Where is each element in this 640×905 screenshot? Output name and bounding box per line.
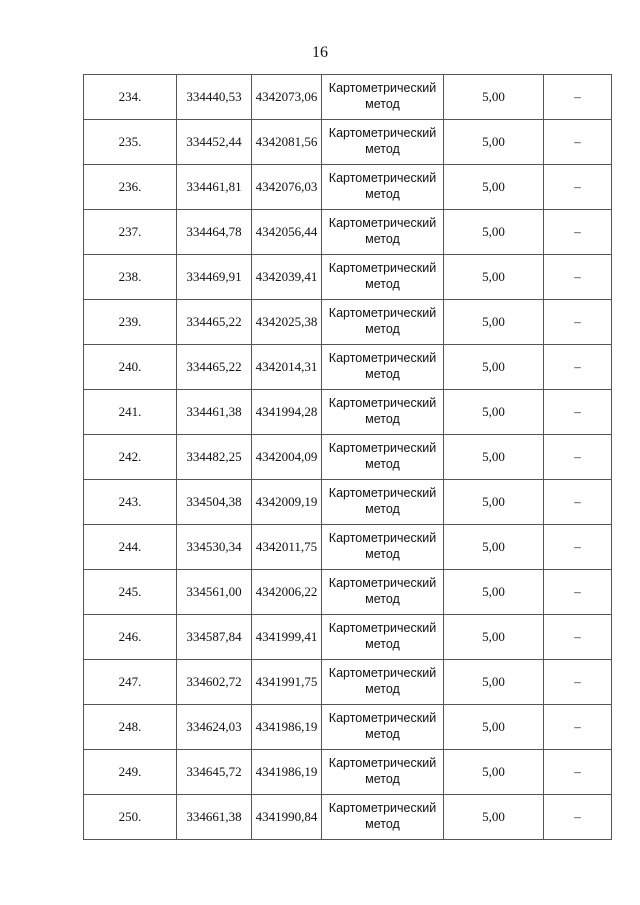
method-line-2: метод [365, 322, 400, 336]
method-line-1: Картометрический [328, 306, 437, 320]
method-line-2: метод [365, 727, 400, 741]
method-line-1: Картометрический [328, 126, 437, 140]
method-cell [322, 75, 444, 120]
accuracy-cell: 5,00 [444, 795, 544, 840]
method-line-1: Картометрический [328, 531, 437, 545]
point-number-cell: 242. [84, 435, 177, 480]
method-line-1: Картометрический [328, 441, 437, 455]
method-cell [322, 480, 444, 525]
method-cell [322, 210, 444, 255]
y-coordinate-cell: 4342004,09 [252, 435, 322, 480]
method-cell [322, 120, 444, 165]
method-line-2: метод [365, 547, 400, 561]
y-coordinate-cell: 4341990,84 [252, 795, 322, 840]
point-number-cell: 249. [84, 750, 177, 795]
method-line-2: метод [365, 232, 400, 246]
x-coordinate-cell: 334465,22 [177, 300, 252, 345]
method-line-2: метод [365, 277, 400, 291]
x-coordinate-cell: 334461,38 [177, 390, 252, 435]
method-line-1: Картометрический [328, 576, 437, 590]
x-coordinate-cell: 334624,03 [177, 705, 252, 750]
point-number-cell: 237. [84, 210, 177, 255]
x-coordinate-cell: 334469,91 [177, 255, 252, 300]
accuracy-cell: 5,00 [444, 300, 544, 345]
point-number-cell: 246. [84, 615, 177, 660]
method-line-2: метод [365, 187, 400, 201]
method-cell [322, 255, 444, 300]
method-cell [322, 570, 444, 615]
y-coordinate-cell: 4342039,41 [252, 255, 322, 300]
point-number-cell: 238. [84, 255, 177, 300]
y-coordinate-cell: 4342056,44 [252, 210, 322, 255]
table-row [84, 570, 612, 615]
method-cell [322, 345, 444, 390]
method-line-2: метод [365, 592, 400, 606]
method-line-1: Картометрический [328, 216, 437, 230]
accuracy-cell: 5,00 [444, 570, 544, 615]
method-cell [322, 300, 444, 345]
method-line-2: метод [365, 457, 400, 471]
accuracy-cell: 5,00 [444, 660, 544, 705]
x-coordinate-cell: 334461,81 [177, 165, 252, 210]
point-number-cell: 241. [84, 390, 177, 435]
method-cell [322, 390, 444, 435]
description-cell: – [544, 390, 612, 435]
method-line-2: метод [365, 772, 400, 786]
method-line-1: Картометрический [328, 621, 437, 635]
y-coordinate-cell: 4341986,19 [252, 705, 322, 750]
point-number-cell: 245. [84, 570, 177, 615]
y-coordinate-cell: 4342076,03 [252, 165, 322, 210]
description-cell: – [544, 660, 612, 705]
description-cell: – [544, 570, 612, 615]
method-line-1: Картометрический [328, 396, 437, 410]
method-line-1: Картометрический [328, 486, 437, 500]
table-row [84, 615, 612, 660]
table-row [84, 750, 612, 795]
method-line-1: Картометрический [328, 711, 437, 725]
method-line-2: метод [365, 412, 400, 426]
x-coordinate-cell: 334587,84 [177, 615, 252, 660]
table-row [84, 75, 612, 120]
y-coordinate-cell: 4341994,28 [252, 390, 322, 435]
y-coordinate-cell: 4342081,56 [252, 120, 322, 165]
accuracy-cell: 5,00 [444, 705, 544, 750]
table-row [84, 390, 612, 435]
x-coordinate-cell: 334504,38 [177, 480, 252, 525]
point-number-cell: 239. [84, 300, 177, 345]
description-cell: – [544, 255, 612, 300]
method-cell [322, 660, 444, 705]
y-coordinate-cell: 4342009,19 [252, 480, 322, 525]
y-coordinate-cell: 4342006,22 [252, 570, 322, 615]
method-line-1: Картометрический [328, 801, 437, 815]
y-coordinate-cell: 4342011,75 [252, 525, 322, 570]
x-coordinate-cell: 334602,72 [177, 660, 252, 705]
x-coordinate-cell: 334482,25 [177, 435, 252, 480]
accuracy-cell: 5,00 [444, 75, 544, 120]
method-line-2: метод [365, 817, 400, 831]
description-cell: – [544, 120, 612, 165]
x-coordinate-cell: 334661,38 [177, 795, 252, 840]
description-cell: – [544, 300, 612, 345]
description-cell: – [544, 210, 612, 255]
method-line-2: метод [365, 97, 400, 111]
description-cell: – [544, 525, 612, 570]
accuracy-cell: 5,00 [444, 615, 544, 660]
description-cell: – [544, 615, 612, 660]
accuracy-cell: 5,00 [444, 255, 544, 300]
accuracy-cell: 5,00 [444, 435, 544, 480]
method-cell [322, 435, 444, 480]
table-row [84, 165, 612, 210]
method-cell [322, 165, 444, 210]
x-coordinate-cell: 334465,22 [177, 345, 252, 390]
method-line-2: метод [365, 637, 400, 651]
method-cell [322, 615, 444, 660]
accuracy-cell: 5,00 [444, 165, 544, 210]
method-line-2: метод [365, 367, 400, 381]
y-coordinate-cell: 4341999,41 [252, 615, 322, 660]
point-number-cell: 235. [84, 120, 177, 165]
accuracy-cell: 5,00 [444, 345, 544, 390]
description-cell: – [544, 435, 612, 480]
table-row [84, 435, 612, 480]
accuracy-cell: 5,00 [444, 120, 544, 165]
method-cell [322, 795, 444, 840]
description-cell: – [544, 795, 612, 840]
table-row [84, 705, 612, 750]
description-cell: – [544, 345, 612, 390]
description-cell: – [544, 705, 612, 750]
x-coordinate-cell: 334452,44 [177, 120, 252, 165]
method-line-1: Картометрический [328, 666, 437, 680]
table-row [84, 660, 612, 705]
y-coordinate-cell: 4342014,31 [252, 345, 322, 390]
method-line-1: Картометрический [328, 81, 437, 95]
method-line-1: Картометрический [328, 756, 437, 770]
accuracy-cell: 5,00 [444, 750, 544, 795]
x-coordinate-cell: 334561,00 [177, 570, 252, 615]
table-row [84, 345, 612, 390]
table-row [84, 795, 612, 840]
x-coordinate-cell: 334645,72 [177, 750, 252, 795]
method-cell [322, 705, 444, 750]
table-row [84, 525, 612, 570]
method-line-2: метод [365, 142, 400, 156]
table-row [84, 480, 612, 525]
description-cell: – [544, 480, 612, 525]
point-number-cell: 234. [84, 75, 177, 120]
x-coordinate-cell: 334530,34 [177, 525, 252, 570]
table-row [84, 300, 612, 345]
method-line-2: метод [365, 682, 400, 696]
method-line-2: метод [365, 502, 400, 516]
method-line-1: Картометрический [328, 171, 437, 185]
y-coordinate-cell: 4341986,19 [252, 750, 322, 795]
coordinates-table [83, 74, 612, 840]
table-row [84, 255, 612, 300]
y-coordinate-cell: 4341991,75 [252, 660, 322, 705]
point-number-cell: 247. [84, 660, 177, 705]
accuracy-cell: 5,00 [444, 525, 544, 570]
method-line-1: Картометрический [328, 261, 437, 275]
description-cell: – [544, 165, 612, 210]
y-coordinate-cell: 4342025,38 [252, 300, 322, 345]
point-number-cell: 248. [84, 705, 177, 750]
page-number: 16 [312, 44, 328, 61]
description-cell: – [544, 750, 612, 795]
method-line-1: Картометрический [328, 351, 437, 365]
point-number-cell: 243. [84, 480, 177, 525]
description-cell: – [544, 75, 612, 120]
x-coordinate-cell: 334440,53 [177, 75, 252, 120]
point-number-cell: 236. [84, 165, 177, 210]
point-number-cell: 244. [84, 525, 177, 570]
table-row [84, 120, 612, 165]
coordinates-table-body [84, 75, 612, 840]
y-coordinate-cell: 4342073,06 [252, 75, 322, 120]
table-row [84, 210, 612, 255]
method-cell [322, 750, 444, 795]
point-number-cell: 250. [84, 795, 177, 840]
method-cell [322, 525, 444, 570]
point-number-cell: 240. [84, 345, 177, 390]
accuracy-cell: 5,00 [444, 390, 544, 435]
accuracy-cell: 5,00 [444, 480, 544, 525]
accuracy-cell: 5,00 [444, 210, 544, 255]
x-coordinate-cell: 334464,78 [177, 210, 252, 255]
